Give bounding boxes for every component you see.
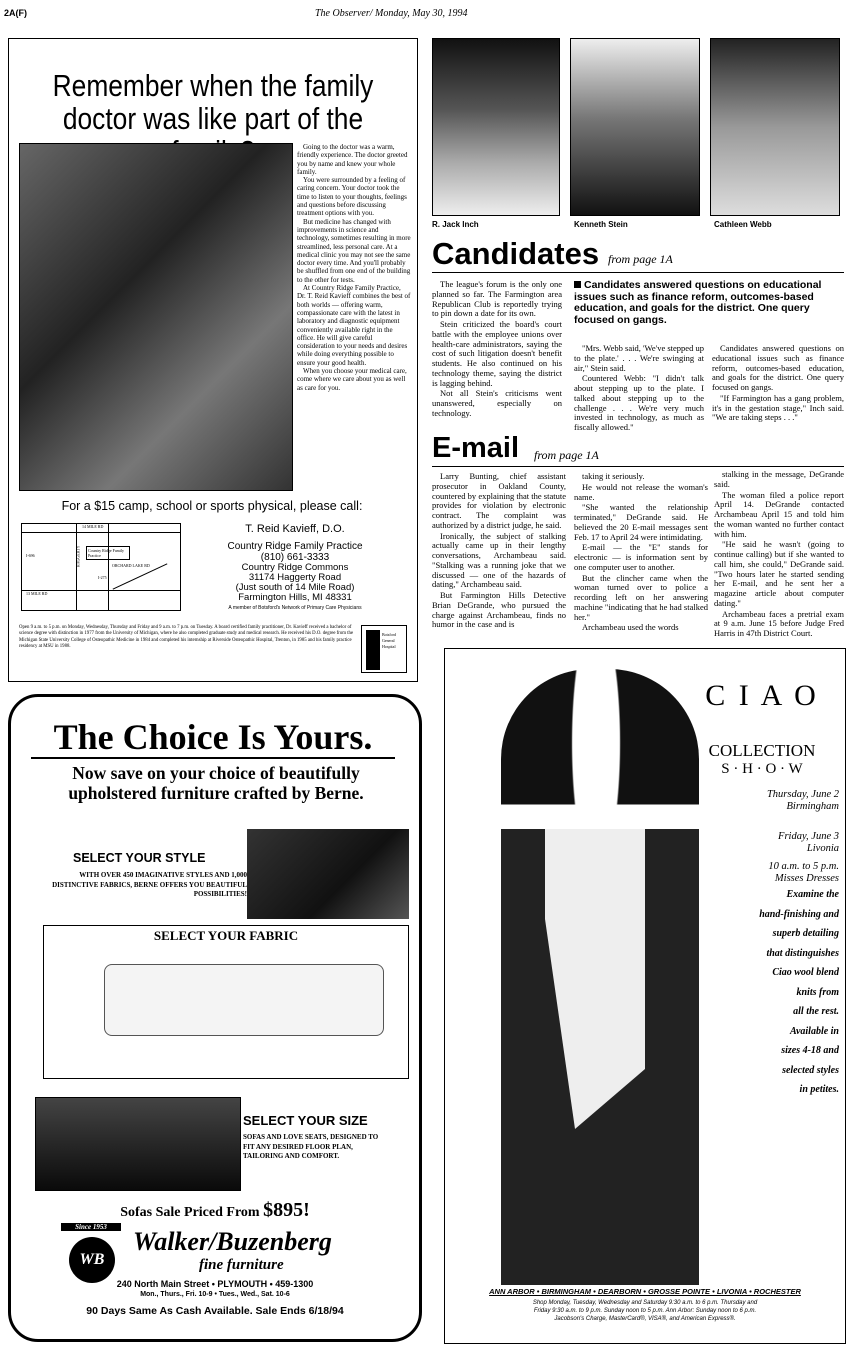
article-para: Candidates answered questions on educational issues such as finance reform, outcomes-based education, and goals for the district. One query focused on gangs. xyxy=(712,343,844,393)
candidates-title: Candidates xyxy=(432,236,600,271)
doctor-ad-cta: For a $15 camp, school or sports physical, please call: xyxy=(61,499,363,513)
article-para: taking it seriously. xyxy=(582,471,645,481)
ciao-desc-line: hand-finishing and xyxy=(759,908,839,920)
email-jump: from page 1A xyxy=(534,448,599,462)
map-road-label: HAGGERTY xyxy=(75,545,81,568)
furniture-subhead: Now save on your choice of beautifully upholstered furniture crafted by Berne. xyxy=(68,763,364,803)
email-title: E-mail xyxy=(432,432,520,464)
ciao-desc-line: Available in xyxy=(790,1025,839,1037)
ciao-hours: Shop Monday, Tuesday, Wednesday and Saturday 9:30 a.m. to 6 p.m. Thursday and xyxy=(532,1300,758,1306)
store-logo-icon: WB xyxy=(69,1237,115,1283)
store-sub: fine furniture xyxy=(199,1257,284,1273)
ciao-desc-line: knits from xyxy=(796,986,839,998)
doctor-name: T. Reid Kavieff, D.O. xyxy=(245,523,345,535)
photo-stein xyxy=(570,38,700,216)
article-para: Ironically, the subject of stalking actually came up in their lengthy conversations, Archambeau said. "Stalking was a running joke that we discussed — one of the hazards of dating," Archambeau said. xyxy=(432,530,566,590)
photo-caption: Kenneth Stein xyxy=(574,220,628,229)
ciao-title: C I A O xyxy=(705,679,819,712)
style-text: WITH OVER 450 IMAGINATIVE STYLES AND 1,000 DISTINCTIVE FABRICS, BERNE OFFERS YOU BEAUTIFUL POSSIBILITIES! xyxy=(52,871,247,898)
ciao-desc-line: sizes 4-18 and xyxy=(781,1045,839,1056)
ciao-desc-line: selected styles xyxy=(782,1064,839,1076)
article-para: Not all Stein's criticisms went unanswered, especially on technology. xyxy=(432,388,562,418)
sale-price: $895! xyxy=(263,1199,310,1221)
map-road-label: ORCHARD LAKE RD xyxy=(112,563,150,568)
ciao-desc-line: Ciao wool blend xyxy=(772,967,839,978)
ciao-desc-line: all the rest. xyxy=(793,1006,839,1017)
doctor-ad-para: When you choose your medical care, come where we care about you as well as care for you. xyxy=(297,367,407,392)
doctor-ad xyxy=(8,38,418,682)
ciao-hours: Friday 9:30 a.m. to 9 p.m. Sunday noon to 5 p.m. Ann Arbor: Sunday noon to 6 p.m. xyxy=(533,1308,757,1314)
practice-phone[interactable]: (810) 661-3333 xyxy=(260,552,330,563)
practice-name: Country Ridge Family Practice xyxy=(227,541,363,552)
article-para: "She wanted the relationship terminated," DeGrande said. He believed the 20 E-mail messages sent Feb. 17 to April 24 were intimidating. xyxy=(574,502,708,542)
event-dept: Misses Dresses xyxy=(774,873,839,884)
chair-photo xyxy=(247,829,409,919)
article-para: The league's forum is the only one planned so far. The Farmington area Republican Club is reportedly trying to pin down a date for its own. xyxy=(432,279,562,319)
event-location: Livonia xyxy=(806,843,839,854)
ciao-ad xyxy=(444,648,846,1344)
ciao-show: S · H · O · W xyxy=(721,761,803,777)
doctor-ad-headline: Remember when the family doctor was like part of the xyxy=(52,68,374,136)
doctor-ad-para: Going to the doctor was a warm, friendly experience. The doctor greeted you by name and knew your whole family. xyxy=(297,143,408,176)
article-para: He would not release the woman's name. xyxy=(574,481,708,502)
photo-caption: Cathleen Webb xyxy=(714,220,772,229)
location-map xyxy=(21,523,181,611)
sale-prefix: Sofas Sale Priced From xyxy=(120,1205,264,1220)
ciao-desc-line: that distinguishes xyxy=(766,947,839,959)
map-practice-label: Country Ridge Family Practice xyxy=(86,546,130,560)
event-date: Thursday, June 2 xyxy=(766,789,839,800)
photo-inch xyxy=(432,38,560,216)
botsford-logo xyxy=(361,625,407,673)
network-note: A member of Botsford's Network of Primary Care Physicians xyxy=(228,605,362,611)
article-para: "If Farmington has a gang problem, it's in the gestation stage," Inch said. "We are taking steps . . ." xyxy=(712,392,844,423)
ciao-collection: COLLECTION xyxy=(708,741,816,760)
store-footer: 90 Days Same As Cash Available. Sale Ends 6/18/94 xyxy=(86,1305,344,1317)
article-para: Larry Bunting, chief assistant prosecutor in Oakland County, countered by explaining that the statute provides for violation by electronic contract. The complaint was authorized by a district judge, he said. xyxy=(432,471,566,530)
logo-text: Botsford General Hospital xyxy=(382,632,396,649)
article-para: "He said he wasn't (going to continue calling) but if she wanted to call him, she could," DeGrande said. "Two hours later he started sending her E-mail, and he sent her a magazine article about computer dating." xyxy=(714,539,844,608)
photo-webb xyxy=(710,38,840,216)
article-para: Countered Webb: "I didn't talk about stepping up to the plate. I talked about stepping up to the challenge . . . We're very much invested in technology, as much as fiscally allowed." xyxy=(574,373,704,433)
event-location: Birmingham xyxy=(786,801,839,812)
page-number: 2A(F) xyxy=(4,8,27,18)
article-para: Stein criticized the board's court battle with the employee unions over health-care administrators, saying the cost of such litigation doesn't benefit students. He also continued on his technology theme, saying the district is lagging behind. xyxy=(432,319,562,388)
article-para: The woman filed a police report April 14. DeGrande contacted Archambeau April 15 and told him the woman wanted no further contact with him. xyxy=(714,489,844,539)
photo-caption: R. Jack Inch xyxy=(432,220,479,229)
article-para: stalking in the message, DeGrande said. xyxy=(714,469,844,489)
pullquote-marker xyxy=(574,281,581,288)
event-date: Friday, June 3 xyxy=(778,831,839,842)
doctor-ad-para: But medicine has changed with improvements in science and technology, sometimes resulting in more streamlined, less personal care. At a medical clinic you may not see the same doctor every time. And you'll probably be shuffled from one end of the building to the other for tests. xyxy=(297,217,411,284)
article-para: Archambeau faces a pretrial exam at 9 a.m. June 15 before Judge Fred Harris in 47th District Court. xyxy=(714,608,844,639)
map-road-label: I-696 xyxy=(26,553,35,558)
article-para: But the clincher came when the woman turned over to police a recording left on her answering machine "indicating that he had stalked her." xyxy=(574,572,708,622)
pullquote: Candidates answered questions on educational issues such as finance reform, outcomes-based education, and goals for the district. One query focused on gangs. xyxy=(574,279,822,326)
article-para: But Farmington Hills Detective Brian DeGrande, who pursued the charge against Archambeau, finds no humor in the case and is xyxy=(432,590,566,630)
map-road-label: 14 MILE RD xyxy=(82,524,104,529)
event-time: 10 a.m. to 5 p.m. xyxy=(768,861,839,872)
ciao-hours: Jacobson's Charge, MasterCard®, VISA®, and American Express®. xyxy=(554,1316,736,1322)
furniture-ad xyxy=(8,694,422,1342)
article-para: Archambeau used the words xyxy=(582,622,679,633)
store-address: 240 North Main Street • PLYMOUTH • 459-1300 xyxy=(116,1279,314,1289)
doctor-photo xyxy=(19,143,293,491)
article-para: E-mail — the "E" stands for electronic — is information sent by one computer user to another. xyxy=(574,542,708,572)
store-name: Walker/Buzenberg xyxy=(133,1227,332,1256)
sale-line xyxy=(11,1199,419,1222)
style-title: SELECT YOUR STYLE xyxy=(73,851,206,865)
doctor-ad-para: At Country Ridge Family Practice, Dr. T. Reid Kavieff combines the best of both worlds — offering warm, compassionate care with the latest in laboratory and diagnostic equipment conveniently available right in the office. He will give careful consideration to your needs and desires while doing everything possible to ensure your good health. xyxy=(297,284,411,367)
ciao-desc-line: in petites. xyxy=(799,1084,839,1095)
paper-dateline: The Observer/ Monday, May 30, 1994 xyxy=(315,8,468,19)
size-text: SOFAS AND LOVE SEATS, DESIGNED TO FIT ANY DESIRED FLOOR PLAN, TAILORING AND COMFORT. xyxy=(243,1133,379,1160)
sectional-sofa-photo xyxy=(104,964,384,1036)
since-badge: Since 1953 xyxy=(61,1223,121,1231)
practice-address-line: Farmington Hills, MI 48331 xyxy=(238,592,352,603)
practice-address-line: Country Ridge Commons xyxy=(241,562,349,573)
ciao-desc-line: Examine the xyxy=(786,889,839,900)
article-para: "Mrs. Webb said, 'We've stepped up to the plate.' . . . We're swinging at air," Stein said. xyxy=(574,343,704,373)
map-road-label: I-275 xyxy=(98,575,107,580)
fabric-title: SELECT YOUR FABRIC xyxy=(153,928,299,943)
ciao-stores: ANN ARBOR • BIRMINGHAM • DEARBORN • GROSSE POINTE • LIVONIA • ROCHESTER xyxy=(489,1287,801,1296)
store-hours: Mon., Thurs., Fri. 10-9 • Tues., Wed., Sat. 10-6 xyxy=(140,1291,290,1298)
sofa-photo xyxy=(35,1097,241,1191)
map-road-label: 13 MILE RD xyxy=(26,591,48,596)
practice-address-line: (Just south of 14 Mile Road) xyxy=(235,582,355,593)
doctor-fineprint: Open 9 a.m. to 5 p.m. on Monday, Wednesday, Thursday and Friday and 9 a.m. to 7 p.m. on Tuesday. A board certified family practitioner, Dr. Kavieff received a bachelor of science degree with distinction in 1977 from the University of Michigan, where he also completed graduate study and medical research. He received his D.O. degree from the Michigan State University College of Osteopathic Medicine in 1984 and completed his internship at Riverside Osteopathic Hospital, Trenton, in 1985 and his family practice residency at MSU in 1988. xyxy=(19,625,354,649)
ciao-desc-line: superb detailing xyxy=(772,928,839,939)
size-title: SELECT YOUR SIZE xyxy=(243,1113,368,1128)
furniture-headline: The Choice Is Yours. xyxy=(31,717,395,759)
candidates-jump: from page 1A xyxy=(608,252,673,266)
practice-address-line: 31174 Haggerty Road xyxy=(248,572,342,583)
doctor-ad-para: You were surrounded by a feeling of caring concern. Your doctor took the time to listen to your thoughts, feelings and questions before discussing treatment options with you. xyxy=(297,176,407,218)
